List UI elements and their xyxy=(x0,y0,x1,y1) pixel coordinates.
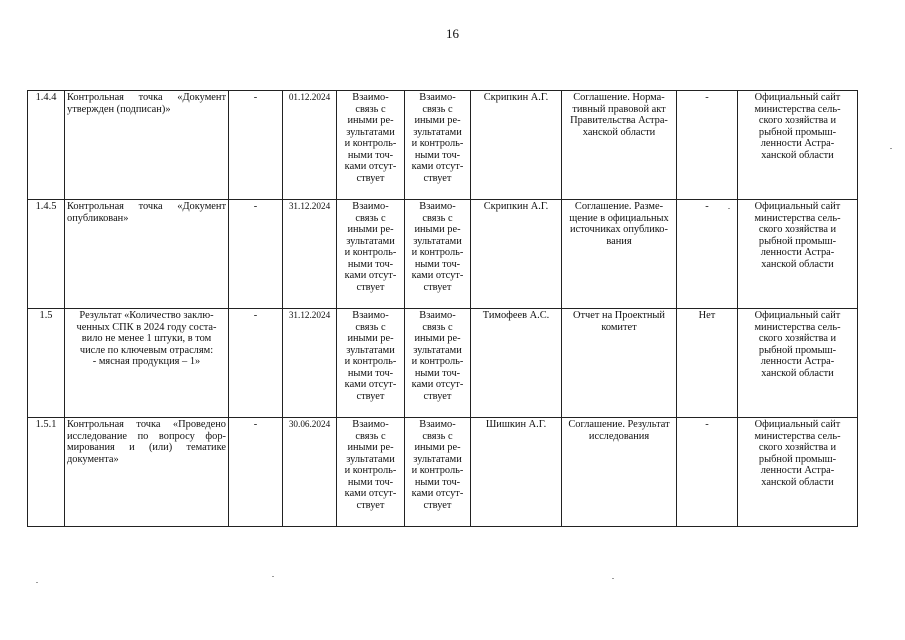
row-relation-b-cell: Взаимо- связь с иными ре- зультатами и контроль- ными точ- ками отсут- ствует xyxy=(405,91,471,200)
table-row xyxy=(28,418,858,527)
row-document-cell: Соглашение. Результат исследования xyxy=(562,418,677,527)
row-relation-a-cell: Взаимо- связь с иными ре- зультатами и контроль- ными точ- ками отсут- ствует xyxy=(337,200,405,309)
row-dash-cell: - xyxy=(229,309,283,418)
row-source-cell: Официальный сайт министерства сель- ского хозяйства и рыбной промыш- ленности Астра- ханской области xyxy=(738,91,858,200)
row-number-cell: 1.5.1 xyxy=(28,418,65,527)
page-number: 16 xyxy=(446,26,459,41)
table-row xyxy=(28,309,858,418)
row-date-cell: 30.06.2024 xyxy=(283,418,337,527)
row-name-cell: Результат «Количество заклю- ченных СПК в 2024 году соста- вило не менее 1 штуки, в том числе по ключевым отраслям: - мясная продукция – 1» xyxy=(65,309,229,418)
row-responsible-cell: Шишкин А.Г. xyxy=(471,418,562,527)
row-relation-b-cell: Взаимо- связь с иными ре- зультатами и контроль- ными точ- ками отсут- ствует xyxy=(405,309,471,418)
scan-speck xyxy=(272,576,274,577)
row-document-cell: Соглашение. Разме- щение в официальных источниках опублико- вания xyxy=(562,200,677,309)
row-date-cell: 31.12.2024 xyxy=(283,200,337,309)
row-document-cell: Соглашение. Норма- тивный правовой акт Правительства Астра- ханской области xyxy=(562,91,677,200)
row-number-cell: 1.4.5 xyxy=(28,200,65,309)
scan-speck xyxy=(612,578,614,579)
row-number-cell: 1.4.4 xyxy=(28,91,65,200)
row-name-cell: Контрольная точка «Проведено исследование по вопросу фор-мирования и (или) тематике документа» xyxy=(65,418,229,527)
row-name-cell: Контрольная точка «Документ утвержден (подписан)» xyxy=(65,91,229,200)
scan-speck xyxy=(36,582,38,583)
row-flag-cell: - xyxy=(677,200,738,309)
row-relation-a-cell: Взаимо- связь с иными ре- зультатами и контроль- ными точ- ками отсут- ствует xyxy=(337,91,405,200)
row-date-cell: 31.12.2024 xyxy=(283,309,337,418)
row-source-cell: Официальный сайт министерства сель- ского хозяйства и рыбной промыш- ленности Астра- ханской области xyxy=(738,418,858,527)
row-document-cell: Отчет на Проектный комитет xyxy=(562,309,677,418)
scan-speck xyxy=(890,148,892,149)
row-source-cell: Официальный сайт министерства сель- ского хозяйства и рыбной промыш- ленности Астра- ханской области xyxy=(738,200,858,309)
row-dash-cell: - xyxy=(229,418,283,527)
row-responsible-cell: Скрипкин А.Г. xyxy=(471,200,562,309)
row-number-cell: 1.5 xyxy=(28,309,65,418)
row-relation-b-cell: Взаимо- связь с иными ре- зультатами и контроль- ными точ- ками отсут- ствует xyxy=(405,200,471,309)
row-responsible-cell: Скрипкин А.Г. xyxy=(471,91,562,200)
row-flag-cell: Нет xyxy=(677,309,738,418)
row-relation-a-cell: Взаимо- связь с иными ре- зультатами и контроль- ными точ- ками отсут- ствует xyxy=(337,309,405,418)
row-relation-a-cell: Взаимо- связь с иными ре- зультатами и контроль- ными точ- ками отсут- ствует xyxy=(337,418,405,527)
row-dash-cell: - xyxy=(229,91,283,200)
table-row xyxy=(28,91,858,200)
row-dash-cell: - xyxy=(229,200,283,309)
row-responsible-cell: Тимофеев А.С. xyxy=(471,309,562,418)
plan-table xyxy=(27,90,858,527)
scan-speck xyxy=(728,208,730,209)
row-relation-b-cell: Взаимо- связь с иными ре- зультатами и контроль- ными точ- ками отсут- ствует xyxy=(405,418,471,527)
row-flag-cell: - xyxy=(677,91,738,200)
row-flag-cell: - xyxy=(677,418,738,527)
row-source-cell: Официальный сайт министерства сель- ского хозяйства и рыбной промыш- ленности Астра- ханской области xyxy=(738,309,858,418)
row-date-cell: 01.12.2024 xyxy=(283,91,337,200)
row-name-cell: Контрольная точка «Документ опубликован» xyxy=(65,200,229,309)
table-row xyxy=(28,200,858,309)
